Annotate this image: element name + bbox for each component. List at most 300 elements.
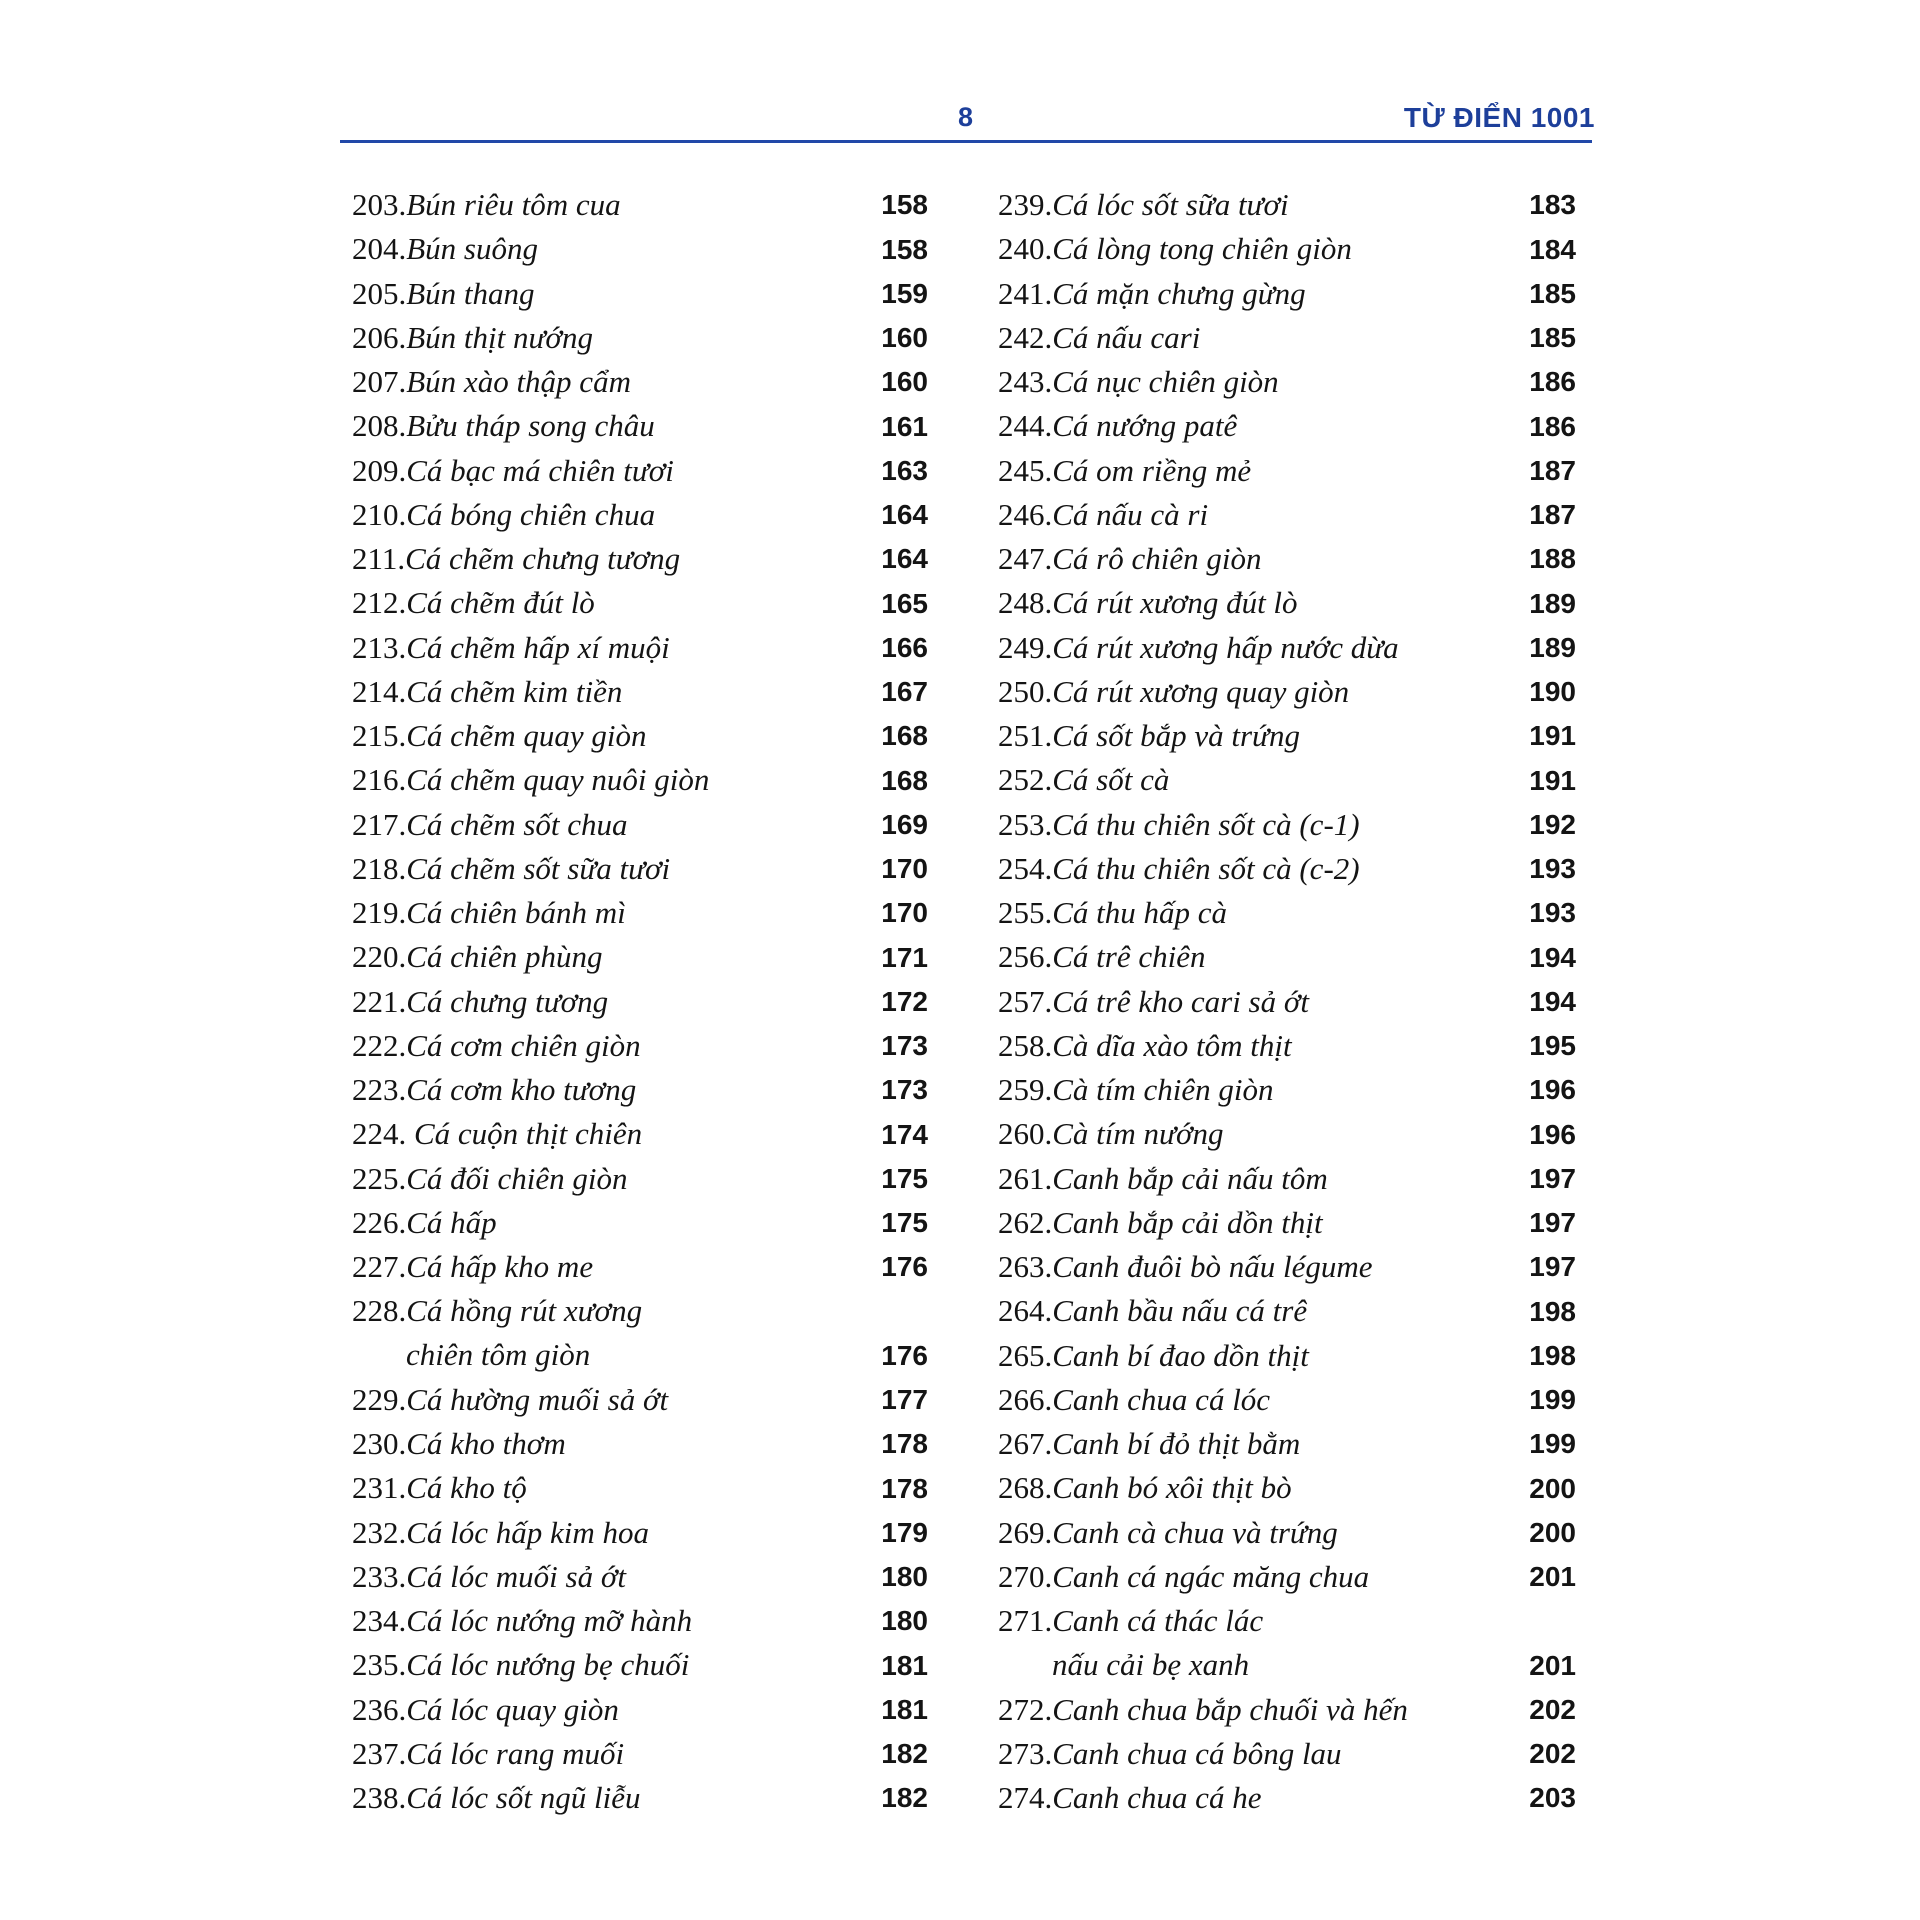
entry-title [352,803,928,847]
entry-page-number: 158 [881,189,928,221]
entry-page-number: 195 [1529,1030,1576,1061]
entry-title [998,316,1576,360]
entry-title [352,1378,928,1422]
entry-number: 219. [352,895,407,930]
toc-entry [352,1068,928,1112]
entry-title [998,935,1576,979]
entry-number: 258. [998,1027,1053,1063]
entry-page-number: 202 [1529,1738,1576,1769]
entry-title [998,360,1576,404]
entry-text: Canh bó xôi thịt bò [1052,1470,1292,1506]
entry-title [352,1688,928,1732]
entry-text: Cá mặn chưng gừng [1052,275,1306,311]
entry-page-number: 188 [1529,543,1576,575]
toc-entry [352,316,928,360]
entry-page-number: 158 [881,233,928,265]
entry-title [998,1511,1576,1555]
entry-title [998,1378,1576,1422]
running-title: TỪ ĐIỂN 1001 [1403,102,1595,133]
entry-title [352,1555,928,1599]
entry-title [998,493,1576,537]
entry-text: Cá lóc sốt ngũ liễu [406,1780,641,1815]
entry-text: Cá lóc hấp kim hoa [406,1514,650,1550]
entry-title [998,581,1576,625]
toc-entry [352,493,928,537]
entry-page-number: 199 [1529,1384,1576,1415]
toc-entry [352,670,928,714]
entry-title [352,360,928,404]
entry-number: 244. [998,408,1053,444]
entry-text: Cá chẽm đút lò [406,585,595,621]
entry-number: 217. [352,806,407,842]
entry-title [998,1466,1576,1510]
toc-entry [998,1776,1576,1820]
entry-title [998,670,1576,714]
entry-text: Bún xào thập cẩm [406,364,631,399]
entry-title [998,1599,1576,1687]
entry-text: Cá lóc rang muối [406,1735,625,1771]
entry-page-number: 191 [1529,720,1576,752]
entry-page-number: 164 [881,499,928,530]
toc-entry [998,1068,1576,1112]
entry-title [998,404,1576,448]
entry-number: 214. [352,673,407,709]
entry-page-number: 163 [881,454,928,486]
entry-text: Cá rút xương đút lò [1052,585,1298,621]
entry-page-number: 168 [881,764,928,796]
entry-number: 220. [352,939,407,975]
entry-number: 206. [352,319,407,355]
entry-page-number: 191 [1529,764,1576,796]
entry-title [998,183,1576,227]
toc-entry [352,1776,928,1820]
entry-page-number: 193 [1529,853,1576,884]
entry-text: Cá lóc sốt sữa tươi [1052,187,1289,222]
entry-title [352,758,928,802]
entry-title [352,1776,928,1820]
entry-page-number: 170 [881,897,928,929]
entry-text: Cá lóc nướng bẹ chuối [406,1647,690,1683]
entry-text: Cá chưng tương [406,983,609,1019]
entry-title [998,1688,1576,1732]
toc-entry [998,1466,1576,1510]
entry-number: 272. [998,1691,1053,1727]
entry-page-number: 173 [881,1074,928,1106]
entry-page-number: 194 [1529,985,1576,1017]
entry-page-number: 193 [1529,897,1576,929]
toc-entry [352,537,928,581]
toc-entry [352,1732,928,1776]
entry-page-number: 179 [881,1516,928,1548]
entry-number: 245. [998,452,1053,488]
entry-number: 273. [998,1735,1053,1771]
entry-number: 210. [352,496,407,532]
entry-number: 239. [998,187,1053,222]
entry-number: 256. [998,939,1053,975]
toc-entry [352,1688,928,1732]
toc-entry [998,670,1576,714]
entry-page-number: 203 [1529,1782,1576,1814]
toc-entry [998,449,1576,493]
entry-page-number: 164 [881,543,928,575]
entry-title [352,404,928,448]
entry-title [352,183,928,227]
toc-entry [998,1732,1576,1776]
toc-entry [352,1466,928,1510]
entry-title [352,1511,928,1555]
entry-page-number: 202 [1529,1693,1576,1725]
entry-number: 246. [998,496,1053,532]
toc-entry [998,1422,1576,1466]
entry-text: Cá lóc muối sả ớt [406,1558,627,1594]
entry-page-number: 199 [1529,1428,1576,1460]
entry-page-number: 176 [881,1251,928,1283]
toc-entry [352,626,928,670]
entry-title [998,1334,1576,1378]
entry-title [998,1245,1576,1289]
entry-title [352,1024,928,1068]
entry-text: Cá cuộn thịt chiên [414,1116,643,1152]
entry-title [352,1732,928,1776]
entry-title [352,537,928,581]
entry-number: 259. [998,1072,1053,1107]
toc-entry [352,847,928,891]
entry-text: Canh cà chua và trứng [1052,1514,1338,1550]
entry-page-number: 186 [1529,366,1576,398]
entry-title [352,1245,928,1289]
entry-text: Bún thịt nướng [406,319,593,355]
entry-text: Canh chua cá he [1052,1780,1262,1815]
toc-entry [998,581,1576,625]
entry-number: 230. [352,1426,407,1461]
toc-entry [998,227,1576,271]
entry-page-number: 198 [1529,1295,1576,1327]
entry-number: 274. [998,1780,1053,1815]
entry-title [352,581,928,625]
toc-entry [998,1112,1576,1156]
entry-number: 211. [352,541,406,576]
entry-number: 240. [998,231,1053,267]
toc-entry [998,1245,1576,1289]
entry-text: Cá hường muối sả ớt [406,1381,669,1417]
entry-title [998,758,1576,802]
entry-text: Cá hấp kho me [406,1249,594,1284]
toc-entry [352,404,928,448]
entry-number: 253. [998,806,1053,842]
toc-entry [998,714,1576,758]
entry-page-number: 173 [881,1030,928,1061]
entry-text: Cá thu chiên sốt cà (c-2) [1052,850,1360,886]
entry-number: 252. [998,762,1053,798]
entry-text: Cá cơm chiên giòn [406,1027,641,1063]
entry-number: 269. [998,1514,1053,1550]
toc-entry [352,1378,928,1422]
entry-page-number: 197 [1529,1207,1576,1238]
entry-page-number: 182 [881,1738,928,1769]
page-number: 8 [958,102,974,132]
entry-text: Cá nướng patê [1052,408,1238,444]
entry-text: Cá lóc quay giòn [406,1691,619,1727]
entry-number: 236. [352,1691,407,1727]
toc-entry [352,1245,928,1289]
entry-number: 203. [352,187,407,222]
entry-text: Cá sốt bắp và trứng [1052,718,1300,753]
entry-title [998,227,1576,271]
entry-page-number: 181 [881,1693,928,1725]
entry-number: 215. [352,718,407,753]
entry-title [998,1201,1576,1245]
entry-number: 238. [352,1780,407,1815]
entry-text: Canh bí đao dồn thịt [1052,1337,1309,1373]
entry-text: Cá đối chiên giòn [406,1160,628,1196]
entry-number: 233. [352,1558,407,1594]
toc-column-right [998,183,1576,1820]
entry-title [998,1732,1576,1776]
entry-page-number: 197 [1529,1251,1576,1283]
toc-entry [352,1511,928,1555]
entry-number: 228. [352,1293,407,1329]
toc-column-left [352,183,928,1820]
entry-text: Cà tím nướng [1052,1116,1224,1152]
entry-text: Cá trê kho cari sả ớt [1052,983,1310,1019]
entry-text: Canh bắp cải dồn thịt [1052,1204,1323,1240]
entry-number: 207. [352,364,407,399]
toc-entry [998,537,1576,581]
entry-title [998,449,1576,493]
entry-number: 271. [998,1603,1053,1638]
entry-number: 243. [998,364,1053,399]
entry-text: Cá bóng chiên chua [406,496,656,532]
entry-title [998,1024,1576,1068]
entry-text: Cá thu chiên sốt cà (c-1) [1052,806,1360,842]
entry-title [352,670,928,714]
entry-number: 250. [998,673,1053,709]
toc-entry [352,183,928,227]
entry-title [352,891,928,935]
entry-text: Canh cá thác lác [1052,1603,1264,1638]
entry-number: 234. [352,1603,407,1638]
entry-title [352,227,928,271]
entry-number: 229. [352,1381,407,1417]
entry-number: 241. [998,275,1053,311]
entry-text: Cá rút xương hấp nước dừa [1052,629,1399,665]
toc-entry [998,272,1576,316]
entry-page-number: 169 [881,808,928,840]
toc-entry [352,227,928,271]
entry-page-number: 198 [1529,1339,1576,1371]
entry-number: 204. [352,231,407,267]
entry-title [352,1068,928,1112]
entry-title [998,714,1576,758]
entry-number: 267. [998,1426,1053,1461]
entry-page-number: 176 [881,1339,928,1371]
entry-text: Canh đuôi bò nấu légume [1052,1249,1373,1284]
entry-text: Cá chẽm kim tiền [406,673,623,709]
entry-title [998,537,1576,581]
entry-text: Canh bầu nấu cá trê [1052,1293,1308,1329]
toc-entry [352,1201,928,1245]
entry-page-number: 194 [1529,941,1576,973]
toc-entry [352,980,928,1024]
entry-page-number: 168 [881,720,928,752]
entry-page-number: 200 [1529,1516,1576,1548]
entry-number: 263. [998,1249,1053,1284]
entry-number: 268. [998,1470,1053,1506]
entry-number: 216. [352,762,407,798]
entry-text: Cá chẽm quay giòn [406,718,647,753]
toc-entry [998,183,1576,227]
entry-text: Cá trê chiên [1052,939,1206,975]
entry-page-number: 177 [881,1384,928,1415]
entry-number: 247. [998,541,1053,576]
toc-entry [998,626,1576,670]
entry-page-number: 189 [1529,587,1576,619]
entry-page-number: 180 [881,1561,928,1592]
toc-entry [998,1378,1576,1422]
entry-text: Cá bạc má chiên tươi [406,452,674,488]
toc-entry [998,1555,1576,1599]
toc-entry [352,1422,928,1466]
toc-entry [352,803,928,847]
entry-page-number: 192 [1529,808,1576,840]
entry-title [352,316,928,360]
entry-title [998,1289,1576,1333]
header-rule [340,140,1592,143]
entry-page-number: 185 [1529,277,1576,309]
toc-entry [352,449,928,493]
entry-page-number: 196 [1529,1074,1576,1106]
entry-title [998,1776,1576,1820]
entry-title [998,1422,1576,1466]
entry-page-number: 189 [1529,631,1576,663]
entry-title [998,272,1576,316]
toc-entry [352,1643,928,1687]
entry-title [352,493,928,537]
entry-number: 261. [998,1160,1053,1196]
toc-entry [998,1688,1576,1732]
entry-page-number: 201 [1529,1649,1576,1681]
toc-entry [998,935,1576,979]
entry-page-number: 184 [1529,233,1576,265]
toc-entry [352,891,928,935]
entry-number: 209. [352,452,407,488]
entry-number: 251. [998,718,1053,753]
entry-title [998,847,1576,891]
toc-entry [998,493,1576,537]
entry-title [352,1289,928,1377]
entry-title [998,1068,1576,1112]
entry-text: Cá om riềng mẻ [1052,452,1252,488]
entry-number: 227. [352,1249,407,1284]
entry-page-number: 175 [881,1207,928,1238]
entry-text: Cá sốt cà [1052,762,1170,798]
entry-text: Cá rút xương quay giòn [1052,673,1350,709]
toc-entry [998,1289,1576,1333]
entry-number: 205. [352,275,407,311]
entry-title [998,1112,1576,1156]
entry-title [352,980,928,1024]
toc-entry [352,1157,928,1201]
entry-page-number: 201 [1529,1561,1576,1592]
entry-text: Cá hồng rút xương [406,1293,643,1329]
toc-entry [998,316,1576,360]
entry-text: Cá chẽm quay nuôi giòn [406,762,710,798]
entry-title [998,891,1576,935]
entry-page-number: 181 [881,1649,928,1681]
entry-page-number: 185 [1529,322,1576,353]
entry-text: Cá chiên bánh mì [406,895,626,930]
entry-title [352,1422,928,1466]
entry-page-number: 196 [1529,1118,1576,1150]
entry-number: 237. [352,1735,407,1771]
entry-title [352,935,928,979]
entry-page-number: 187 [1529,499,1576,530]
entry-number: 254. [998,850,1053,886]
entry-number: 221. [352,983,407,1019]
entry-page-number: 190 [1529,676,1576,707]
entry-title [352,1157,928,1201]
entry-page-number: 171 [881,941,928,973]
toc-entry [998,1157,1576,1201]
toc-entry [998,1334,1576,1378]
entry-number: 224. [352,1116,414,1152]
entry-text: Canh bí đỏ thịt bằm [1052,1426,1301,1461]
entry-number: 218. [352,850,407,886]
entry-page-number: 170 [881,853,928,884]
toc-entry [352,360,928,404]
entry-page-number: 178 [881,1472,928,1504]
entry-title [998,626,1576,670]
entry-number: 249. [998,629,1053,665]
toc-entry [352,1555,928,1599]
entry-title [352,272,928,316]
toc-entry [352,1289,928,1378]
entry-text: Bửu tháp song châu [406,408,655,444]
entry-page-number: 167 [881,676,928,707]
toc-entry [998,891,1576,935]
toc-entry [998,1511,1576,1555]
entry-number: 213. [352,629,407,665]
entry-number: 270. [998,1558,1053,1594]
entry-page-number: 186 [1529,410,1576,442]
entry-text: Cá lòng tong chiên giòn [1052,231,1352,267]
entry-number: 248. [998,585,1053,621]
entry-text: Bún riêu tôm cua [406,187,621,222]
entry-page-number: 161 [881,410,928,442]
entry-number: 242. [998,319,1053,355]
entry-number: 231. [352,1470,407,1506]
entry-title [352,714,928,758]
entry-text: Cá chẽm sốt chua [406,806,628,842]
entry-text: Cà dĩa xào tôm thịt [1052,1027,1292,1063]
entry-page-number: 187 [1529,454,1576,486]
entry-title [998,1555,1576,1599]
entry-title [352,626,928,670]
toc-entry [352,1112,928,1156]
entry-page-number: 159 [881,277,928,309]
entry-number: 257. [998,983,1053,1019]
entry-number: 223. [352,1072,407,1107]
entry-title [998,803,1576,847]
entry-title [998,980,1576,1024]
entry-number: 222. [352,1027,407,1063]
toc-entry [998,1599,1576,1688]
entry-text: Cá hấp [406,1204,497,1240]
entry-page-number: 200 [1529,1472,1576,1504]
toc-entry [352,272,928,316]
entry-number: 255. [998,895,1053,930]
entry-title [352,1599,928,1643]
